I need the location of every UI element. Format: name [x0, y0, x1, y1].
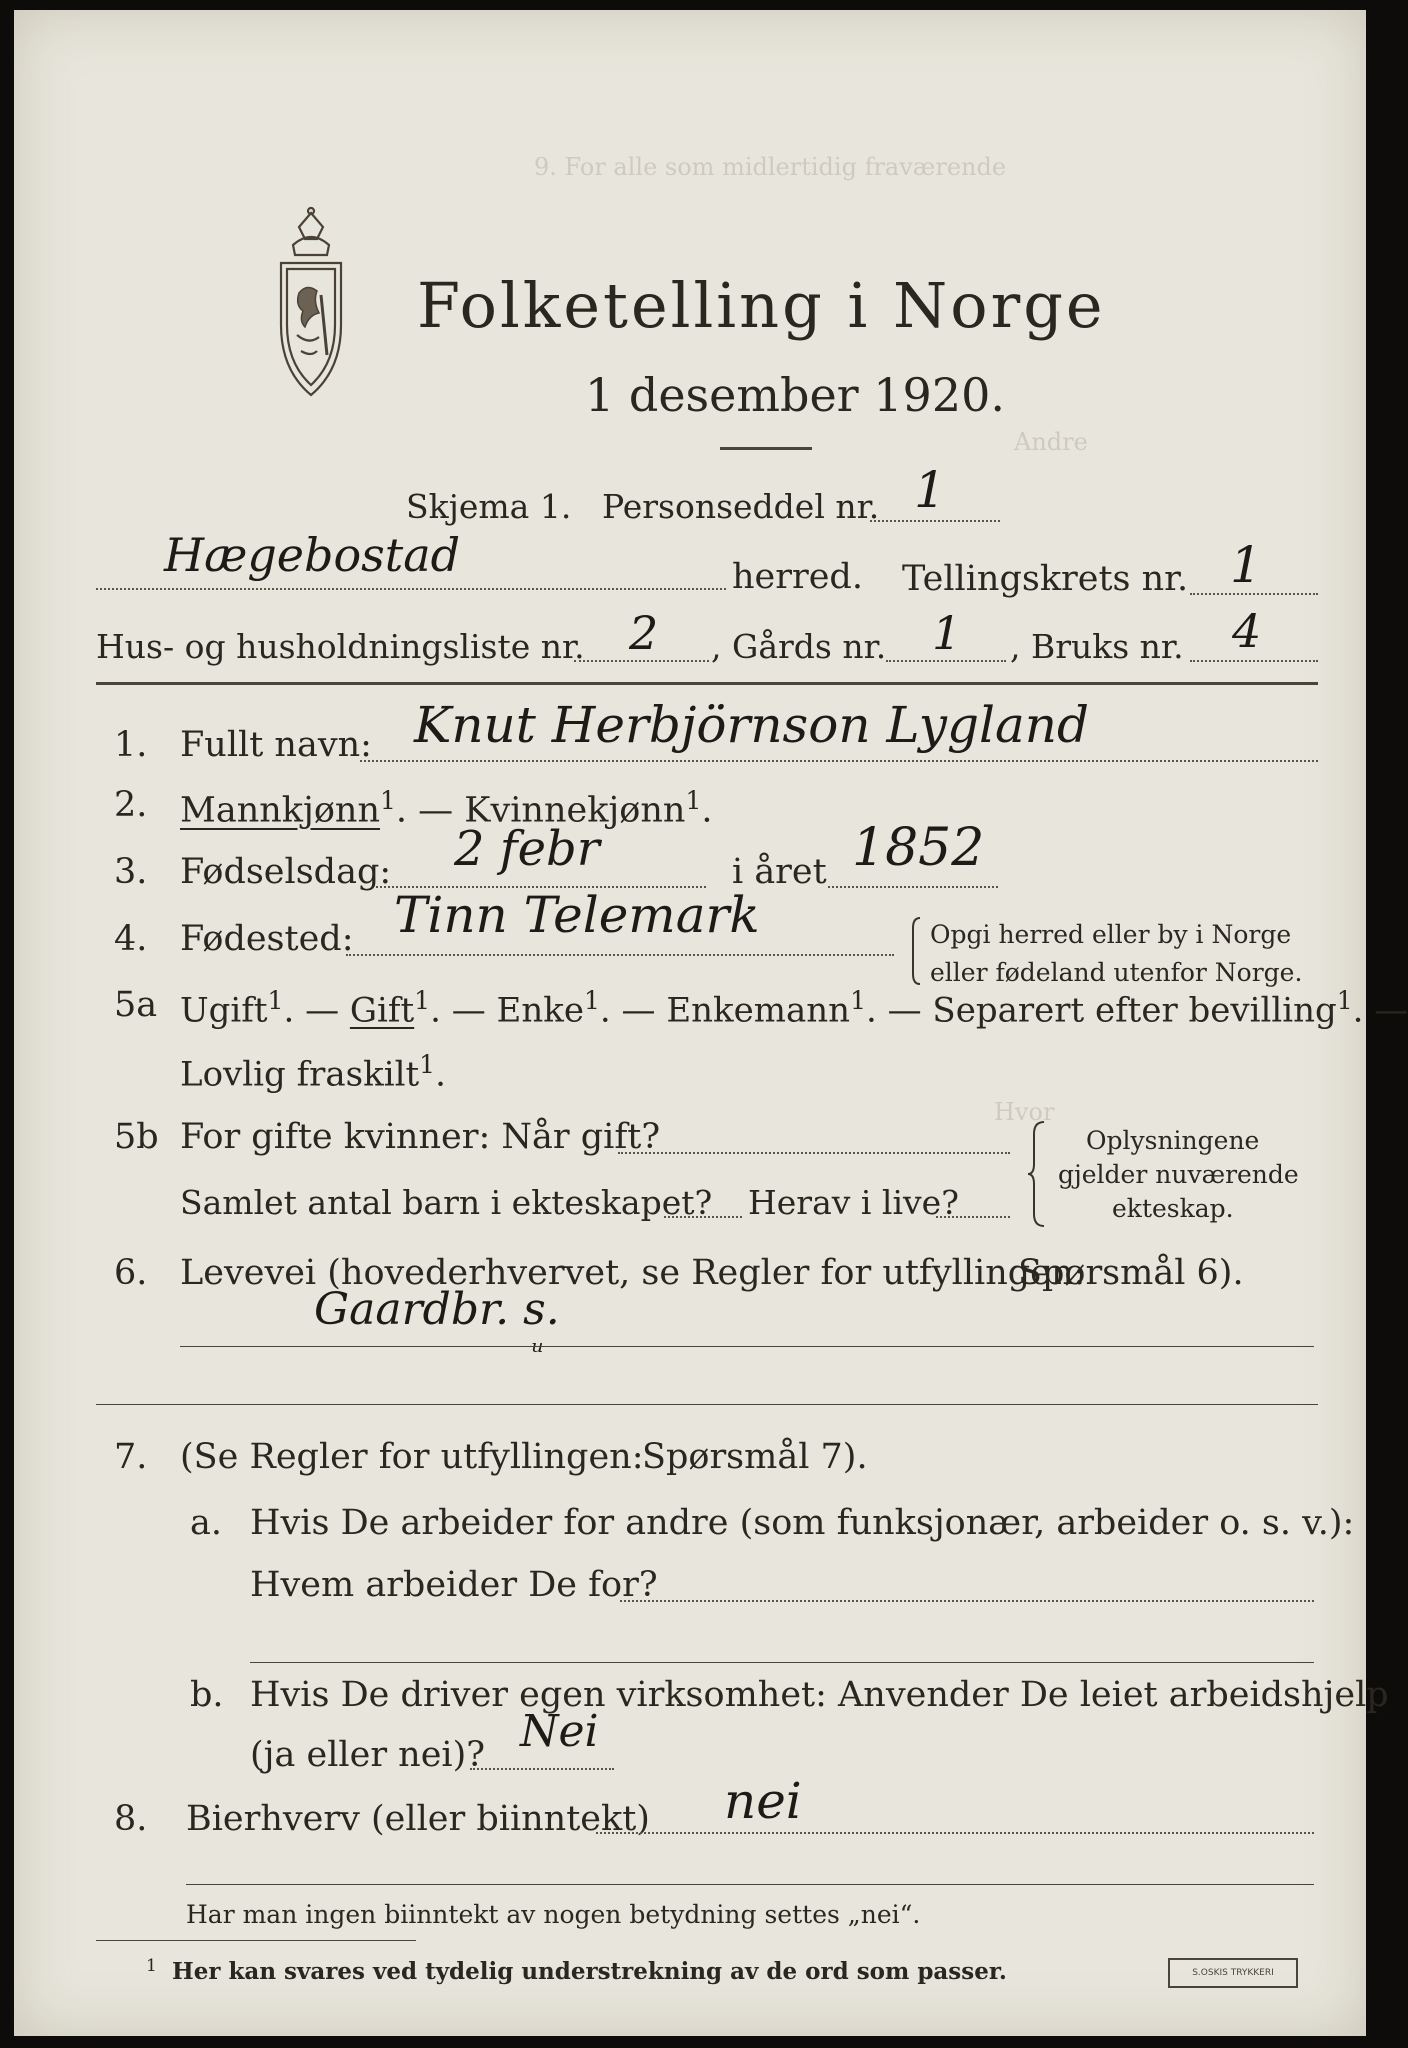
footnote-mark: 1	[146, 1956, 157, 1976]
q7a-line2	[250, 1662, 1314, 1663]
q5b-married-line	[618, 1152, 1010, 1154]
gards-label: , Gårds nr.	[711, 627, 887, 666]
header-divider	[96, 682, 1318, 685]
q4-note-bracket	[910, 916, 922, 986]
q7-ref: Spørsmål 7).	[642, 1437, 868, 1477]
occupation-value: Gaardbr. s.	[314, 1284, 560, 1335]
tellingskrets-label: Tellingskrets nr.	[902, 559, 1189, 599]
husholdningsliste-value: 2	[629, 606, 659, 660]
census-date: 1 desember 1920.	[585, 368, 1005, 422]
q4-number: 4.	[114, 919, 148, 959]
q4-note-line2: eller fødeland utenfor Norge.	[930, 958, 1303, 987]
q6-line	[180, 1346, 1314, 1347]
q8-value: nei	[724, 1772, 802, 1830]
gift-option: Gift	[349, 990, 415, 1031]
q5b-note-line3: ekteskap.	[1112, 1194, 1234, 1223]
footnote-text: Her kan svares ved tydelig understrekning av de ord som passer.	[172, 1958, 1007, 1985]
q2-options: Mannkjønn$^1$. — Kvinnekjønn$^1$.	[180, 786, 713, 831]
herred-line	[96, 588, 726, 590]
q7a-letter: a.	[190, 1503, 222, 1543]
printer-stamp: S.OSKIS TRYKKERI	[1168, 1958, 1298, 1988]
q5b-children-line	[664, 1216, 742, 1218]
q1-line	[360, 760, 1318, 762]
herred-value: Hægebostad	[164, 528, 461, 582]
q5a-options: Ugift$^1$. — Gift$^1$. — Enke$^1$. — Enkemann$^1$. — Separert efter bevilling$^1$. —	[180, 986, 1408, 1031]
q7b-letter: b.	[190, 1675, 224, 1715]
q5b-number: 5b	[114, 1117, 159, 1157]
bruks-line	[1190, 660, 1318, 662]
q1-label: Fullt navn:	[180, 725, 372, 765]
q3-number: 3.	[114, 852, 148, 892]
q7b-value: Nei	[520, 1706, 599, 1757]
q6-label: Levevei (hovederhvervet, se Regler for utfyllingen:	[180, 1253, 1086, 1293]
q7a-question: Hvem arbeider De for?	[250, 1565, 658, 1605]
q2-number: 2.	[114, 785, 148, 825]
q5b-note-line2: gjelder nuværende	[1058, 1160, 1299, 1189]
q7b-text: Hvis De driver egen virksomhet: Anvender De leiet arbeidshjelp	[250, 1675, 1389, 1715]
kvinnekjonn-option: . — Kvinnekjønn	[395, 790, 686, 831]
bleed-through: 9. For alle som midlertidig fraværende	[534, 153, 1007, 181]
birth-year-value: 1852	[852, 818, 985, 878]
bleed-through: Andre	[1014, 428, 1088, 456]
q6-ref: Spørsmål 6).	[1018, 1253, 1244, 1293]
fraskilt-option: Lovlig fraskilt	[180, 1054, 420, 1095]
coat-of-arms-icon	[269, 205, 354, 405]
form-title: Folketelling i Norge	[417, 269, 1106, 342]
q7b-line	[470, 1768, 614, 1770]
schema-label: Skjema 1.	[406, 487, 572, 526]
q5b-label-married: For gifte kvinner: Når gift?	[180, 1117, 661, 1157]
full-name-value: Knut Herbjörnson Lygland	[414, 696, 1089, 754]
nei-note: Har man ingen biinntekt av nogen betydning settes „nei“.	[186, 1900, 921, 1929]
q4-note-line1: Opgi herred eller by i Norge	[930, 920, 1292, 949]
q8-line	[596, 1832, 1314, 1834]
birthplace-value: Tinn Telemark	[394, 886, 760, 944]
title-rule	[720, 447, 812, 450]
q7a-text: Hvis De arbeider for andre (som funksjonær, arbeider o. s. v.):	[250, 1503, 1355, 1543]
birthday-value: 2 febr	[454, 821, 600, 877]
q8-label: Bierhverv (eller biinntekt)	[186, 1799, 650, 1839]
husholdningsliste-line	[574, 660, 709, 662]
ugift-option: Ugift	[180, 990, 268, 1031]
q3-year-line	[828, 886, 998, 888]
q4-label: Fødested:	[180, 919, 354, 959]
q5b-alive-line	[936, 1216, 1010, 1218]
separert-option: Separert efter bevilling	[932, 990, 1337, 1031]
mannkjonn-option: Mannkjønn	[180, 790, 381, 831]
personseddel-value: 1	[914, 461, 946, 519]
q5a-number: 5a	[114, 985, 158, 1025]
q4-line	[346, 954, 894, 956]
herred-label: herred.	[732, 557, 863, 597]
q7b-question: (ja eller nei)?	[250, 1735, 486, 1775]
gards-value: 1	[932, 606, 962, 660]
q5b-label-alive: Herav i live?	[748, 1183, 959, 1222]
q5a-options-cont: Lovlig fraskilt$^1$.	[180, 1050, 446, 1095]
q3-label: Fødselsdag:	[180, 852, 392, 892]
gards-line	[886, 660, 1006, 662]
bruks-label: , Bruks nr.	[1010, 627, 1184, 666]
personseddel-line	[870, 520, 1000, 522]
enke-option: Enke	[496, 990, 584, 1031]
occupation-mark: ᵤ	[532, 1325, 544, 1360]
personseddel-label: Personseddel nr.	[602, 487, 880, 526]
q1-number: 1.	[114, 725, 148, 765]
q8-line2	[186, 1884, 1314, 1885]
q8-number: 8.	[114, 1799, 148, 1839]
q6-divider	[96, 1404, 1318, 1405]
enkemann-option: Enkemann	[666, 990, 851, 1031]
footer-divider	[96, 1940, 416, 1941]
q7a-line	[620, 1600, 1314, 1602]
q3-year-label: i året	[732, 852, 827, 892]
bruks-value: 4	[1232, 604, 1262, 658]
tellingskrets-value: 1	[1230, 536, 1262, 594]
q6-number: 6.	[114, 1253, 148, 1293]
q5b-note-brace	[1026, 1120, 1048, 1228]
q7-label: (Se Regler for utfyllingen:	[180, 1437, 644, 1477]
q5b-label-children: Samlet antal barn i ekteskapet?	[180, 1183, 713, 1222]
bleed-through: Hvor	[994, 1098, 1055, 1126]
q7-number: 7.	[114, 1437, 148, 1477]
census-form	[14, 10, 1408, 2036]
husholdningsliste-label: Hus- og husholdningsliste nr.	[96, 627, 585, 666]
q5b-note-line1: Oplysningene	[1086, 1126, 1260, 1155]
